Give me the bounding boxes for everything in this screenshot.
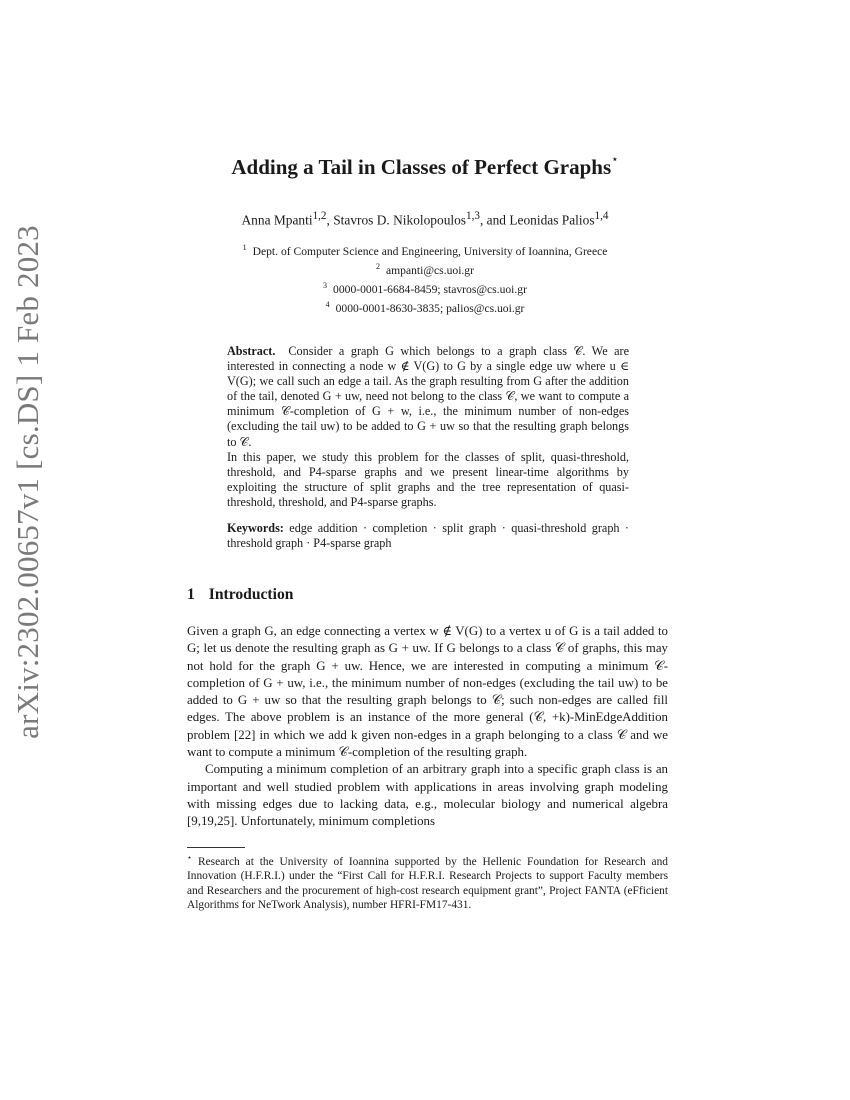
author-affiliation-mark: 1,4 <box>594 210 609 222</box>
arxiv-id-text: arXiv:2302.00657v1 [cs.DS] 1 Feb 2023 <box>10 225 45 739</box>
section-number: 1 <box>187 586 195 603</box>
section-heading <box>187 586 293 604</box>
keywords-text: edge addition · completion · split graph · quasi-threshold graph · threshold graph · P4-sparse graph <box>227 521 629 551</box>
affiliation-mark: 1 <box>242 243 247 252</box>
abstract-paragraph-2: In this paper, we study this problem for the classes of split, quasi-threshold, threshold, and P4-sparse graphs and we present linear-time algorithms by exploiting the structure of split graphs and the tree representation of quasi-threshold, threshold, and P4-sparse graphs. <box>227 449 629 509</box>
affiliation-mark: 2 <box>376 261 381 271</box>
author-name: Stavros D. Nikolopoulos <box>333 212 467 228</box>
affiliation-text: Dept. of Computer Science and Engineering, University of Ioannina, Greece <box>252 244 608 258</box>
keywords <box>227 521 629 551</box>
author-list <box>0 210 850 228</box>
abstract <box>227 344 629 551</box>
author-affiliation-mark: 1,3 <box>466 210 480 222</box>
footnote-rule <box>187 847 245 848</box>
affiliation-line <box>0 297 850 316</box>
abstract-label: Abstract. <box>227 344 276 358</box>
abstract-text-1: Consider a graph G which belongs to a graph class 𝒞. We are interested in connecting a node w ∉ V(G) to G by a single edge uw where u ∈ V(G); we call such an edge a tail. As the graph resulting from G after the addition of the tail, denoted G + uw, need not belong to the class 𝒞, we want to compute a minimum 𝒞-completion of G + w, i.e., the minimum number of non-edges (excluding the tail uw) to be added to G + uw so that the resulting graph belongs to 𝒞. <box>227 344 629 449</box>
author-affiliation-mark: 1,2 <box>312 210 327 222</box>
title-text: Adding a Tail in Classes of Perfect Graphs <box>231 155 612 179</box>
author-separator: , <box>326 212 334 228</box>
footnote <box>187 851 668 912</box>
affiliation-line <box>0 240 850 259</box>
author-name: Anna Mpanti <box>241 212 313 228</box>
introduction-body <box>187 623 668 831</box>
author-separator: , and <box>479 212 510 228</box>
author-name: Leonidas Palios <box>509 212 595 228</box>
footnote-mark: ⋆ <box>187 853 193 862</box>
affiliation-line <box>0 278 850 297</box>
abstract-paragraph-1 <box>227 344 629 450</box>
affiliations <box>0 240 850 315</box>
paper-title <box>0 152 850 180</box>
affiliation-mark: 4 <box>325 299 330 309</box>
affiliation-line <box>0 259 850 278</box>
keywords-label: Keywords: <box>227 521 284 536</box>
affiliation-text: 0000-0001-6684-8459; stavros@cs.uoi.gr <box>333 282 527 296</box>
affiliation-mark: 3 <box>323 280 328 290</box>
intro-paragraph-1: Given a graph G, an edge connecting a vertex w ∉ V(G) to a vertex u of G is a tail added to G; let us denote the resulting graph as G + uw. If G belongs to a class 𝒞 of graphs, this may not hold for the graph G + uw. Hence, we are interested in computing a minimum 𝒞-completion of G + uw, i.e., the minimum number of non-edges (excluding the tail uw) to be added to G + uw so that the resulting graph belongs to 𝒞; such non-edges are called fill edges. The above problem is an instance of the more general (𝒞, +k)-MinEdgeAddition problem [22] in which we add k given non-edges in a graph belonging to a class 𝒞 and we want to compute a minimum 𝒞-completion of the resulting graph. <box>187 624 668 760</box>
affiliation-text: 0000-0001-8630-3835; palios@cs.uoi.gr <box>335 301 525 315</box>
affiliation-text: ampanti@cs.uoi.gr <box>386 263 474 277</box>
intro-paragraph-2: Computing a minimum completion of an arbitrary graph into a specific graph class is an important and well studied problem with applications in areas involving graph modeling with missing edges due to lacking data, e.g., molecular biology and numerical algebra [9,19,25]. Unfortunately, minimum completions <box>187 762 668 829</box>
section-title: Introduction <box>208 586 294 603</box>
arxiv-identifier <box>5 225 51 739</box>
title-footnote-mark: ⋆ <box>611 152 619 166</box>
footnote-text: Research at the University of Ioannina supported by the Hellenic Foundation for Research and Innovation (H.F.R.I.) under the “First Call for H.F.R.I. Research Projects to support Faculty members and Researchers and the procurement of high-cost research equipment grant”, Project FANTA (eFficient Algorithms for NeTwork Analysis), number HFRI-FM17-431. <box>187 855 668 912</box>
